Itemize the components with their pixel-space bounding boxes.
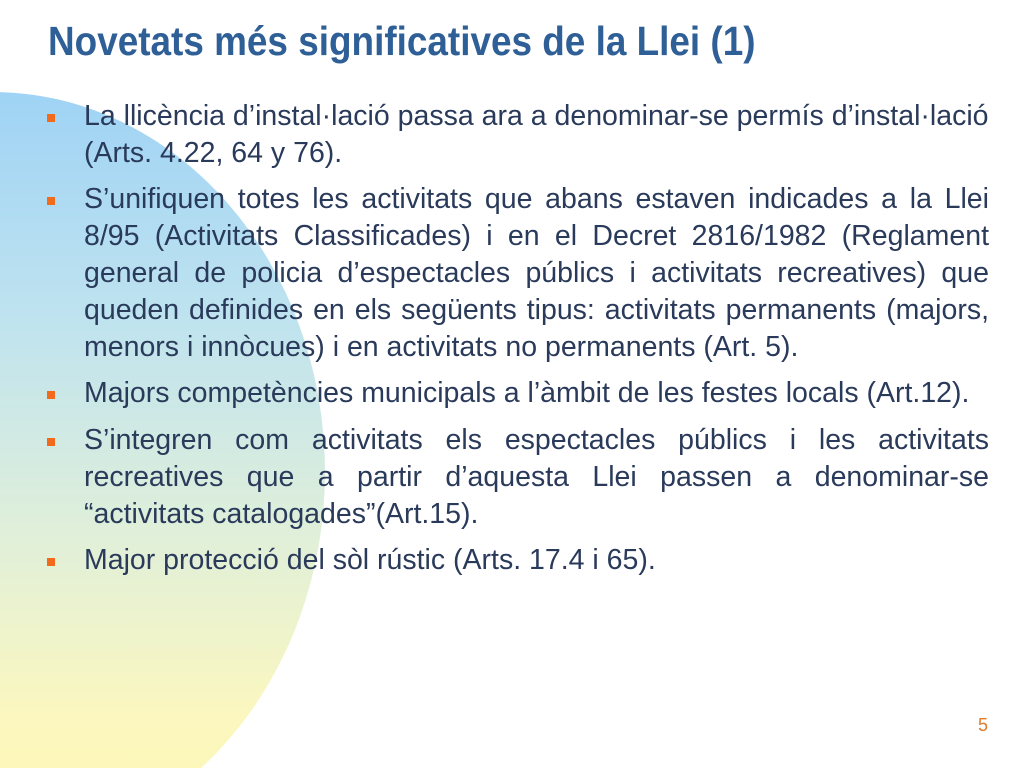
square-bullet-icon — [44, 375, 84, 413]
square-bullet-icon — [44, 181, 84, 219]
bullet-item — [44, 542, 989, 580]
bullet-text: Major protecció del sòl rústic (Arts. 17.4 i 65). — [84, 544, 656, 576]
slide-title: Novetats més significatives de la Llei (1) — [48, 18, 756, 64]
square-bullet-icon — [44, 422, 84, 460]
bullet-text: S’unifiquen totes les activitats que abans estaven indicades a la Llei 8/95 (Activitats Classificades) i en el Decret 2816/1982 (Reglament general de policia d’espectacles públics i activitats recreatives) que queden definides en els següents tipus: activitats permanents (majors, menors i innòcues) i en activitats no permanents (Art. 5). — [84, 183, 989, 363]
bullet-text: La llicència d’instal·lació passa ara a denominar-se permís d’instal·lació (Arts. 4.22, 64 y 76). — [84, 100, 989, 169]
page-number: 5 — [977, 715, 988, 735]
bullet-item — [44, 422, 989, 533]
bullet-item — [44, 98, 989, 172]
bullet-text: S’integren com activitats els espectacles públics i les activitats recreatives que a partir d’aquesta Llei passen a denominar-se “activitats catalogades”(Art.15). — [84, 424, 989, 530]
square-bullet-icon — [44, 98, 84, 136]
bullet-text: Majors competències municipals a l’àmbit de les festes locals (Art.12). — [84, 377, 970, 409]
square-bullet-icon — [44, 542, 84, 580]
bullet-item — [44, 181, 989, 366]
bullet-list — [44, 98, 989, 589]
bullet-item — [44, 375, 989, 413]
